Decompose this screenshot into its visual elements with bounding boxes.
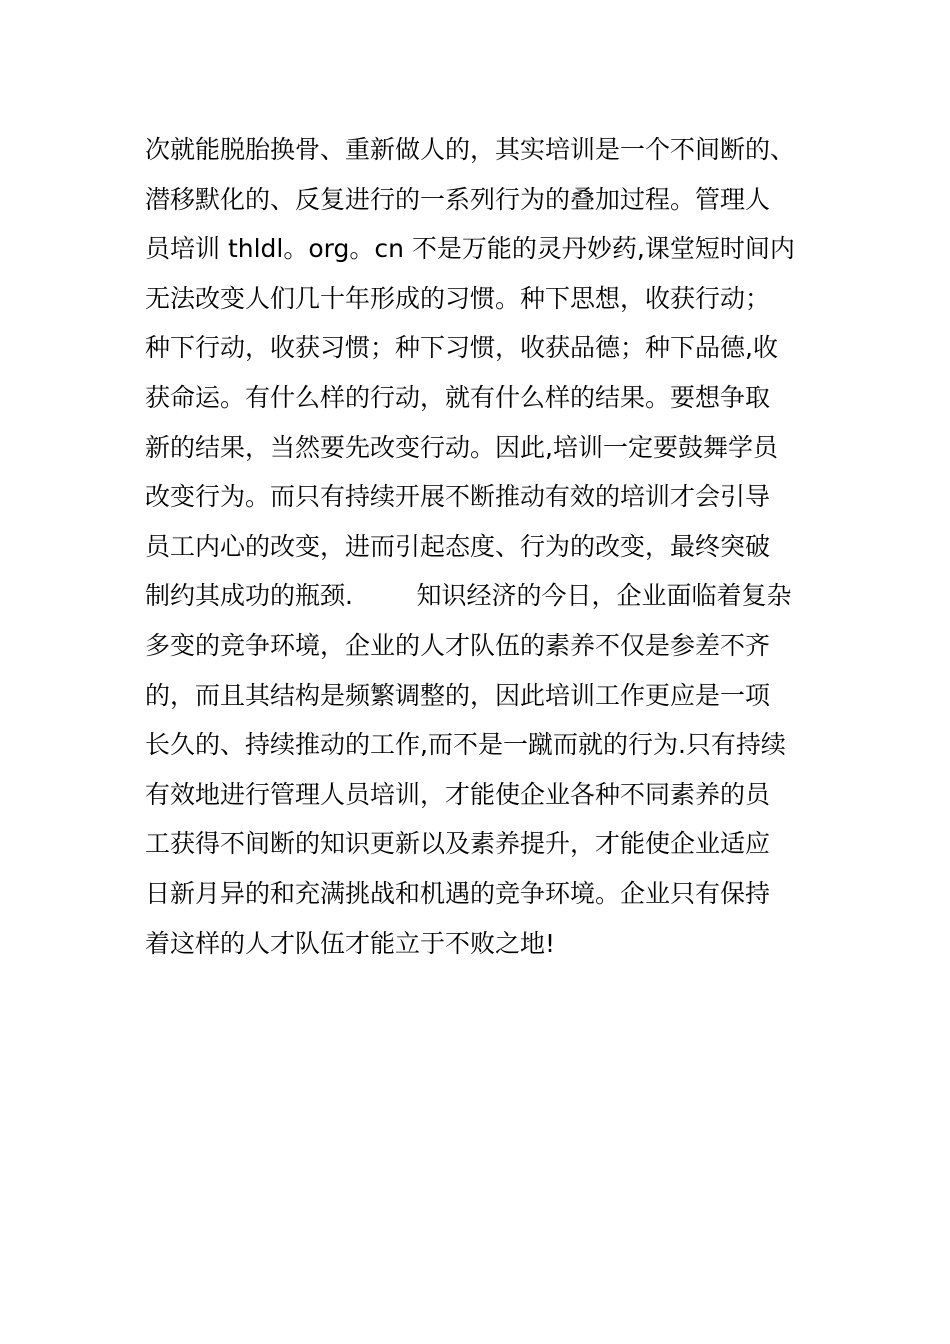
text-line: 员工内心的改变，进而引起态度、行为的改变，最终突破 bbox=[145, 531, 771, 561]
text-line: 新的结果，当然要先改变行动。因此,培训一定要鼓舞学员 bbox=[145, 432, 778, 462]
text-line: 制约其成功的瓶颈. 知识经济的今日，企业面临着复杂 bbox=[145, 581, 792, 611]
text-line: 多变的竞争环境，企业的人才队伍的素养不仅是参差不齐 bbox=[145, 630, 771, 660]
text-line: 无法改变人们几十年形成的习惯。种下思想，收获行动； bbox=[145, 283, 771, 313]
text-line: 日新月异的和充满挑战和机遇的竞争环境。企业只有保持 bbox=[145, 878, 771, 908]
text-line: 获命运。有什么样的行动，就有什么样的结果。要想争取 bbox=[145, 382, 771, 412]
text-line: 种下行动，收获习惯；种下习惯，收获品德；种下品德,收 bbox=[145, 333, 778, 363]
text-line: 次就能脱胎换骨、重新做人的，其实培训是一个不间断的、 bbox=[145, 135, 796, 164]
text-line: 员培训 thldl。org。cn 不是万能的灵丹妙药,课堂短时间内 bbox=[145, 234, 795, 264]
text-line: 改变行为。而只有持续开展不断推动有效的培训才会引导 bbox=[145, 482, 771, 512]
text-line: 工获得不间断的知识更新以及素养提升，才能使企业适应 bbox=[145, 829, 771, 859]
text-line: 潜移默化的、反复进行的一系列行为的叠加过程。管理人 bbox=[145, 184, 771, 214]
text-line: 的，而且其结构是频繁调整的，因此培训工作更应是一项 bbox=[145, 680, 771, 710]
text-line: 着这样的人才队伍才能立于不败之地! bbox=[145, 928, 556, 958]
text-line: 有效地进行管理人员培训，才能使企业各种不同素养的员 bbox=[145, 779, 771, 809]
text-line: 长久的、持续推动的工作,而不是一蹴而就的行为.只有持续 bbox=[145, 730, 786, 760]
body-text bbox=[145, 125, 825, 968]
